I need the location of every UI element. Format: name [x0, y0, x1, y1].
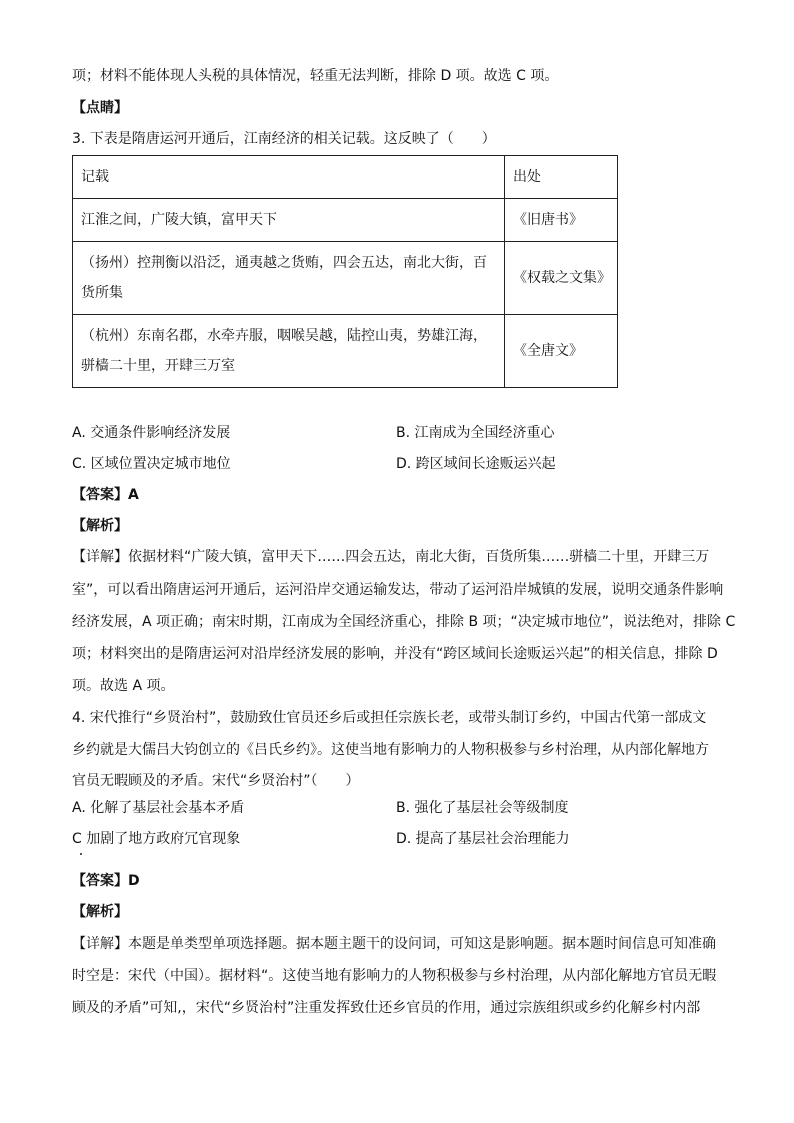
q3-detail-line: 【详解】依据材料“广陵大镇，富甲天下……四会五达，南北大街，百货所集……骈樯二十里，开肆三万	[72, 549, 710, 565]
stray-dot	[80, 853, 82, 855]
q3-detail-line: 项；材料突出的是隋唐运河对沿岸经济发展的影响，并没有“跨区域间长途贩运兴起”的相关信息，排除 D	[72, 646, 718, 662]
q3-detail-line: 项。故选 A 项。	[72, 678, 175, 694]
q4-option-c: C 加剧了地方政府冗官现象	[72, 831, 241, 847]
table-header-row	[73, 156, 618, 199]
q4-option-d: D. 提高了基层社会治理能力	[396, 831, 570, 847]
header-source: 出处	[505, 156, 618, 199]
table-row	[73, 242, 618, 315]
record-cell: 江淮之间，广陵大镇，富甲天下	[73, 199, 505, 242]
record-cell: （扬州）控荆衡以沿泛，通夷越之货贿，四会五达，南北大街，百货所集	[73, 242, 505, 315]
q3-detail-line: 室”，可以看出隋唐运河开通后，运河沿岸交通运输发达，带动了运河沿岸城镇的发展，说明交通条件影响	[72, 582, 724, 598]
record-cell: （杭州）东南名郡，水牵卉服，咽喉吴越，陆控山夷，势雄江海，骈樯二十里，开肆三万室	[73, 315, 505, 388]
source-cell: 《旧唐书》	[505, 199, 618, 242]
header-record: 记载	[73, 156, 505, 199]
q3-option-a: A. 交通条件影响经济发展	[72, 425, 231, 441]
q3-option-c: C. 区域位置决定城市地位	[72, 456, 231, 472]
q3-option-d: D. 跨区域间长途贩运兴起	[396, 456, 556, 472]
q4-detail-line: 时空是：宋代（中国）。据材料“。这使当地有影响力的人物积极参与乡村治理，从内部化解地方官员无暇	[72, 968, 717, 984]
source-cell: 《全唐文》	[505, 315, 618, 388]
q3-detail-line: 经济发展，A 项正确；南宋时期，江南成为全国经济重心，排除 B 项；“决定城市地位”，说法绝对，排除 C	[72, 614, 736, 630]
top-line-text: 项；材料不能体现人头税的具体情况，轻重无法判断，排除 D 项。故选 C 项。	[72, 68, 559, 84]
q4-option-b: B. 强化了基层社会等级制度	[396, 800, 569, 816]
q4-detail-line: 顾及的矛盾”可知,，宋代“乡贤治村”注重发挥致仕还乡官员的作用，通过宗族组织或乡约化解乡村内部	[72, 1000, 701, 1016]
table-row	[73, 315, 618, 388]
source-cell: 《权载之文集》	[505, 242, 618, 315]
q4-detail-line: 【详解】本题是单类型单项选择题。据本题主题干的设问词，可知这是影响题。据本题时间信息可知准确	[72, 936, 716, 952]
dianjing-heading: 【点睛】	[72, 100, 128, 116]
q3-analysis-heading: 【解析】	[72, 518, 128, 534]
table-row	[73, 199, 618, 242]
q3-answer: 【答案】A	[72, 487, 139, 503]
q3-option-b: B. 江南成为全国经济重心	[396, 425, 555, 441]
q4-stem-line: 乡约就是大儒吕大钧创立的《吕氏乡约》。这使当地有影响力的人物积极参与乡村治理，从内部化解地方	[72, 742, 709, 758]
q4-stem-line: 4. 宋代推行“乡贤治村”，鼓励致仕官员还乡后或担任宗族长老，或带头制订乡约，中国古代第一部成文	[72, 710, 707, 726]
q4-answer: 【答案】D	[72, 873, 140, 889]
q3-source-table	[72, 155, 618, 388]
q4-analysis-heading: 【解析】	[72, 904, 128, 920]
q4-option-a: A. 化解了基层社会基本矛盾	[72, 800, 245, 816]
q4-stem-line: 官员无暇顾及的矛盾。宋代“乡贤治村”（ ）	[72, 773, 360, 789]
q3-stem: 3. 下表是隋唐运河开通后，江南经济的相关记载。这反映了（ ）	[72, 131, 496, 147]
